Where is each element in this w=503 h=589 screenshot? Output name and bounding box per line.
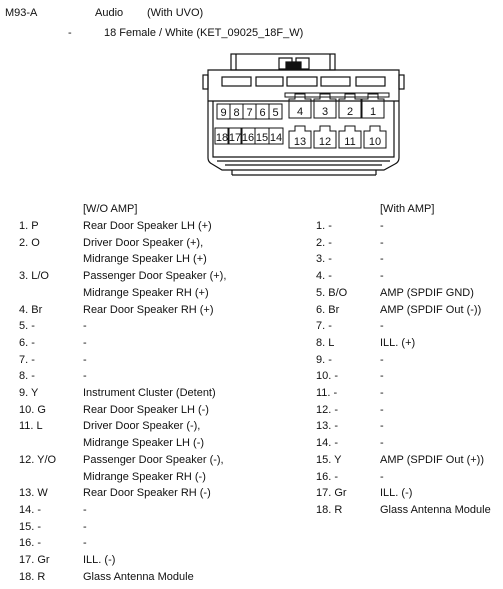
pin-description: - — [380, 470, 384, 483]
pin-description: Midrange Speaker LH (-) — [83, 437, 205, 450]
pin-number: 18. R — [19, 570, 46, 583]
left-table-heading: [W/O AMP] — [83, 203, 138, 215]
pin-number: 4. - — [316, 270, 332, 283]
pin-description: - — [380, 220, 384, 232]
connector-description: 18 Female / White (KET_09025_18F_W) — [104, 27, 304, 39]
pin-label: 16 — [241, 132, 255, 144]
pin-number: 17. Gr — [316, 487, 347, 500]
pin-description: Instrument Cluster (Detent) — [83, 387, 216, 399]
pin-number: 11. L — [19, 420, 43, 433]
pin-description: - — [380, 370, 384, 383]
pin-number: 3. L/O — [19, 270, 49, 283]
pin-label: 15 — [255, 132, 269, 144]
pin-number: 5. - — [19, 320, 35, 333]
pin-description: - — [380, 270, 384, 283]
pin-number: 6. - — [19, 336, 35, 349]
pin-label: 2 — [346, 106, 354, 118]
pin-description: Midrange Speaker RH (+) — [83, 286, 209, 299]
pin-label: 9 — [220, 107, 227, 119]
pin-description: - — [83, 320, 87, 333]
pin-description: Midrange Speaker LH (+) — [83, 253, 207, 266]
pin-number: 14. - — [316, 437, 339, 450]
pin-number: 1. - — [316, 220, 332, 232]
pin-number: 15. - — [19, 520, 42, 533]
pin-description: ILL. (-) — [380, 487, 413, 500]
pin-description: AMP (SPDIF GND) — [380, 286, 474, 299]
pin-description: Driver Door Speaker (-), — [83, 420, 201, 433]
pin-number: 2. O — [19, 236, 40, 249]
pin-number: 15. Y — [316, 453, 342, 466]
pin-description: Glass Antenna Module — [380, 503, 491, 516]
pin-description: Rear Door Speaker RH (-) — [83, 487, 211, 500]
pin-number: 7. - — [316, 320, 332, 333]
pin-number: 9. - — [316, 353, 332, 366]
pin-description: - — [83, 370, 87, 383]
pin-label: 8 — [233, 107, 240, 119]
header-dash: - — [68, 27, 72, 39]
pin-number: 14. - — [19, 503, 42, 516]
pin-description: Driver Door Speaker (+), — [83, 236, 204, 249]
pin-description: Passenger Door Speaker (-), — [83, 453, 224, 466]
pin-label: 14 — [269, 132, 283, 144]
pin-description: Rear Door Speaker LH (+) — [83, 220, 212, 232]
system-variant: (With UVO) — [147, 7, 204, 19]
pin-description: - — [83, 503, 87, 516]
pin-description: - — [380, 320, 384, 333]
pin-number: 10. G — [19, 403, 46, 416]
pin-description: - — [380, 437, 384, 450]
pin-description: - — [83, 353, 87, 366]
right-table-heading: [With AMP] — [380, 203, 435, 215]
pin-description: ILL. (-) — [83, 554, 116, 566]
pin-number: 13. - — [316, 420, 339, 433]
connector-housing — [208, 70, 399, 170]
pin-label: 17 — [228, 132, 242, 144]
pin-label: 1 — [369, 106, 377, 118]
pin-label: 5 — [272, 107, 279, 119]
connector-code: M93-A — [5, 7, 38, 19]
pin-description: Passenger Door Speaker (+), — [83, 270, 227, 283]
pin-label: 10 — [368, 136, 382, 148]
pin-number: 9. Y — [19, 387, 39, 399]
pin-description: - — [380, 420, 384, 433]
pin-number: 4. Br — [19, 303, 43, 316]
pin-description: - — [83, 520, 87, 533]
pin-label: 11 — [344, 136, 356, 148]
pin-label: 13 — [293, 136, 307, 148]
pin-label: 4 — [296, 106, 304, 118]
latch-frame — [231, 54, 335, 70]
pin-number: 5. B/O — [316, 286, 348, 299]
pin-description: Glass Antenna Module — [83, 570, 194, 583]
pin-number: 11. - — [316, 387, 338, 399]
pin-number: 6. Br — [316, 303, 340, 316]
pin-description: AMP (SPDIF Out (+)) — [380, 453, 485, 466]
pin-number: 7. - — [19, 353, 35, 366]
connector-diagram — [0, 0, 503, 200]
pin-description: - — [380, 353, 384, 366]
pin-label: 12 — [318, 136, 332, 148]
pin-label: 7 — [246, 107, 253, 119]
pin-description: Rear Door Speaker LH (-) — [83, 403, 209, 416]
pin-number: 3. - — [316, 253, 332, 266]
pin-description: - — [83, 537, 87, 550]
pin-label: 3 — [321, 106, 329, 118]
system-name: Audio — [95, 7, 124, 19]
pin-number: 2. - — [316, 236, 332, 249]
pin-number: 18. R — [316, 503, 343, 516]
pin-number: 10. - — [316, 370, 339, 383]
pin-label: 6 — [259, 107, 266, 119]
pin-description: Midrange Speaker RH (-) — [83, 470, 206, 483]
pin-number: 17. Gr — [19, 554, 50, 566]
pin-description: ILL. (+) — [380, 336, 416, 349]
connector-housing-inner — [213, 101, 394, 157]
pin-number: 1. P — [19, 220, 39, 232]
pin-number: 16. - — [316, 470, 339, 483]
pin-description: - — [380, 236, 384, 249]
pin-description: - — [380, 403, 384, 416]
pin-number: 16. - — [19, 537, 42, 550]
pin-description: AMP (SPDIF Out (-)) — [380, 303, 482, 316]
pin-description: - — [83, 336, 87, 349]
pin-label: 18 — [215, 132, 229, 144]
pin-description: Rear Door Speaker RH (+) — [83, 303, 214, 316]
pin-number: 13. W — [19, 487, 48, 500]
pin-description: - — [380, 387, 384, 399]
pin-number: 8. - — [19, 370, 35, 383]
pin-number: 8. L — [316, 336, 335, 349]
pin-number: 12. Y/O — [19, 453, 57, 466]
pin-description: - — [380, 253, 384, 266]
pin-number: 12. - — [316, 403, 339, 416]
